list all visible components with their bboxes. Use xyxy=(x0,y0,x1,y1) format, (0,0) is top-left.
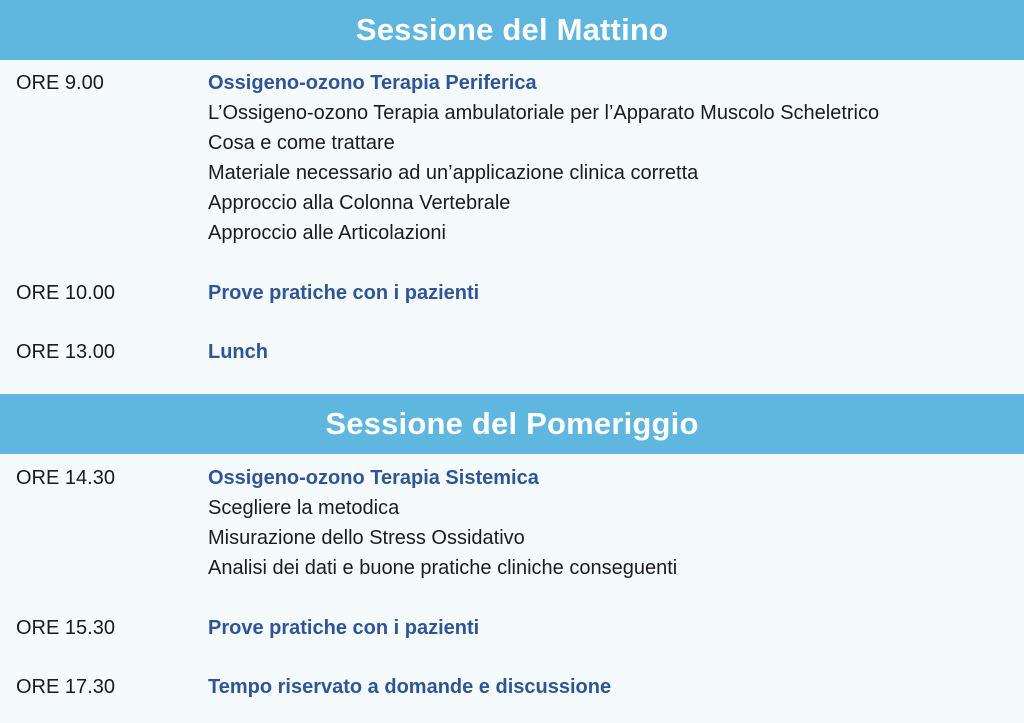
slot-title: Ossigeno-ozono Terapia Periferica xyxy=(208,72,537,94)
slot-time: ORE 13.00 xyxy=(16,341,115,363)
slot-title: Prove pratiche con i pazienti xyxy=(208,617,480,639)
slot-content xyxy=(208,463,1008,583)
slot-content xyxy=(208,68,1008,248)
slot-time: ORE 9.00 xyxy=(16,72,104,94)
slot-time: ORE 10.00 xyxy=(16,282,115,304)
slot-detail-line: Approccio alla Colonna Vertebrale xyxy=(208,192,511,214)
slot-time: ORE 14.30 xyxy=(16,467,115,489)
slot-time: ORE 15.30 xyxy=(16,617,115,639)
slot-title: Tempo riservato a domande e discussione xyxy=(208,676,612,698)
slot-detail-line: L’Ossigeno-ozono Terapia ambulatoriale per l’Apparato Muscolo Scheletrico xyxy=(208,102,880,124)
slot-detail-line: Scegliere la metodica xyxy=(208,497,400,519)
slot-detail-line: Materiale necessario ad un’applicazione clinica corretta xyxy=(208,162,699,184)
afternoon-session-header xyxy=(0,394,1024,454)
slot-detail-line: Misurazione dello Stress Ossidativo xyxy=(208,527,525,549)
slot-detail-line: Approccio alle Articolazioni xyxy=(208,222,446,244)
slot-content xyxy=(208,613,1008,643)
slot-content xyxy=(208,278,1008,308)
slot-title: Prove pratiche con i pazienti xyxy=(208,282,480,304)
slot-title: Ossigeno-ozono Terapia Sistemica xyxy=(208,467,539,489)
slot-time: ORE 17.30 xyxy=(16,676,115,698)
slot-detail-line: Analisi dei dati e buone pratiche cliniche conseguenti xyxy=(208,557,678,579)
afternoon-session-title: Sessione del Pomeriggio xyxy=(325,406,699,441)
slot-title: Lunch xyxy=(208,341,268,363)
slot-content xyxy=(208,337,1008,367)
slot-content xyxy=(208,672,1008,702)
morning-session-title: Sessione del Mattino xyxy=(355,12,669,47)
morning-session-header xyxy=(0,0,1024,60)
slot-detail-line: Cosa e come trattare xyxy=(208,132,395,154)
